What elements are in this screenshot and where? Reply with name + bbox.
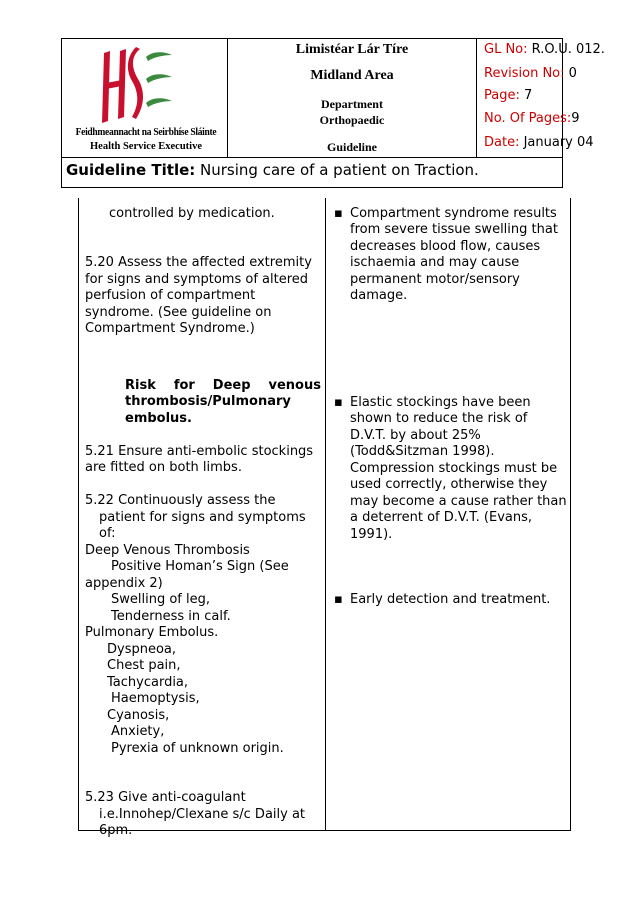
step-5-20-line3: perfusion of compartment	[85, 288, 256, 303]
rationale-3-line1: Early detection and treatment.	[350, 592, 551, 607]
symptom-pyrexia: Pyrexia of unknown origin.	[111, 741, 284, 756]
symptom-haemoptysis: Haemoptysis,	[111, 691, 200, 706]
rationale-1-line3: decreases blood flow, causes	[350, 239, 541, 254]
rationale-2-line9: 1991).	[350, 527, 393, 542]
swelling-text: Swelling of leg,	[111, 592, 210, 607]
content-table	[78, 198, 571, 838]
rationale-2-line3: D.V.T. by about 25%	[350, 428, 481, 443]
step-5-23-line1: 5.23 Give anti-coagulant	[85, 790, 246, 805]
symptom-chest-pain: Chest pain,	[107, 658, 181, 673]
step-5-23-line3: 6pm.	[99, 823, 133, 838]
continued-text: controlled by medication.	[109, 206, 275, 221]
hse-logo-icon	[94, 47, 194, 127]
rationale-1-line2: from severe tissue swelling that	[350, 222, 558, 237]
revision-number: Revision No: 0	[484, 66, 577, 81]
rationale-2-line8: a deterrent of D.V.T. (Evans,	[350, 510, 532, 525]
risk-heading-line2: thrombosis/Pulmonary	[125, 394, 291, 409]
step-5-23-line2: i.e.Innohep/Clexane s/c Daily at	[99, 807, 306, 822]
rationale-2-line2: shown to reduce the risk of	[350, 411, 528, 426]
rationale-1-line5: permanent motor/sensory	[350, 272, 520, 287]
bullet-icon: ▪	[334, 592, 343, 607]
document-type: Guideline	[326, 140, 377, 154]
risk-heading-line1: Risk for Deep venous	[125, 378, 321, 393]
column-divider	[325, 198, 326, 830]
symptom-anxiety: Anxiety,	[111, 724, 165, 739]
step-5-20-line2: for signs and symptoms of altered	[85, 272, 309, 287]
symptom-dyspnoea: Dyspneoa,	[107, 642, 177, 657]
symptom-cyanosis: Cyanosis,	[107, 708, 170, 723]
risk-heading-line3: embolus.	[125, 411, 192, 426]
rationale-1-line1: Compartment syndrome results	[350, 206, 557, 221]
bullet-icon: ▪	[334, 395, 343, 410]
step-5-22-line2: patient for signs and symptoms	[99, 510, 306, 525]
area-irish-name: Limistéar Lár Tíre	[295, 42, 409, 57]
step-5-20-line4: syndrome. (See guideline on	[85, 305, 272, 320]
rationale-2-line1: Elastic stockings have been	[350, 395, 531, 410]
area-cell	[228, 39, 477, 157]
homan-sign-line2: appendix 2)	[85, 576, 163, 591]
dvt-heading: Deep Venous Thrombosis	[85, 543, 250, 558]
gl-number: GL No: R.O.U. 012.	[484, 42, 605, 57]
step-5-20-line1: 5.20 Assess the affected extremity	[85, 255, 312, 270]
meta-cell	[477, 39, 605, 157]
rationale-2-line4: (Todd&Sitzman 1998).	[350, 444, 495, 459]
rationale-2-line6: used correctly, otherwise they	[350, 477, 548, 492]
department-label: Department	[321, 97, 383, 111]
document-date: Date: January 04	[484, 135, 594, 150]
rationale-2-line5: Compression stockings must be	[350, 461, 558, 476]
page-number: Page: 7	[484, 88, 533, 103]
department-name: Orthopaedic	[319, 113, 385, 127]
rationale-1-line4: ischaemia and may cause	[350, 255, 520, 270]
step-5-21-line1: 5.21 Ensure anti-embolic stockings	[85, 444, 314, 459]
step-5-21-line2: are fitted on both limbs.	[85, 460, 242, 475]
document-header	[61, 38, 605, 188]
guideline-title: Guideline Title: Nursing care of a patient on Traction.	[62, 157, 562, 187]
bullet-icon: ▪	[334, 206, 343, 221]
rationale-1-line6: damage.	[350, 288, 408, 303]
step-5-22-line3: of:	[99, 526, 116, 541]
pe-heading: Pulmonary Embolus.	[85, 625, 219, 640]
logo-cell	[62, 39, 228, 157]
homan-sign-line1: Positive Homan’s Sign (See	[111, 559, 289, 574]
area-name: Midland Area	[310, 68, 394, 83]
symptom-tachycardia: Tachycardia,	[107, 675, 189, 690]
rationale-2-line7: may become a cause rather than	[350, 494, 567, 509]
step-5-20-line5: Compartment Syndrome.)	[85, 321, 255, 336]
step-5-22-line1: 5.22 Continuously assess the	[85, 493, 276, 508]
logo-irish-text: Feidhmeannacht na Seirbhíse Sláinte	[75, 127, 217, 138]
logo-english-text: Health Service Executive	[90, 141, 202, 152]
tenderness-text: Tenderness in calf.	[111, 609, 231, 624]
page-count: No. Of Pages:9	[484, 111, 580, 126]
